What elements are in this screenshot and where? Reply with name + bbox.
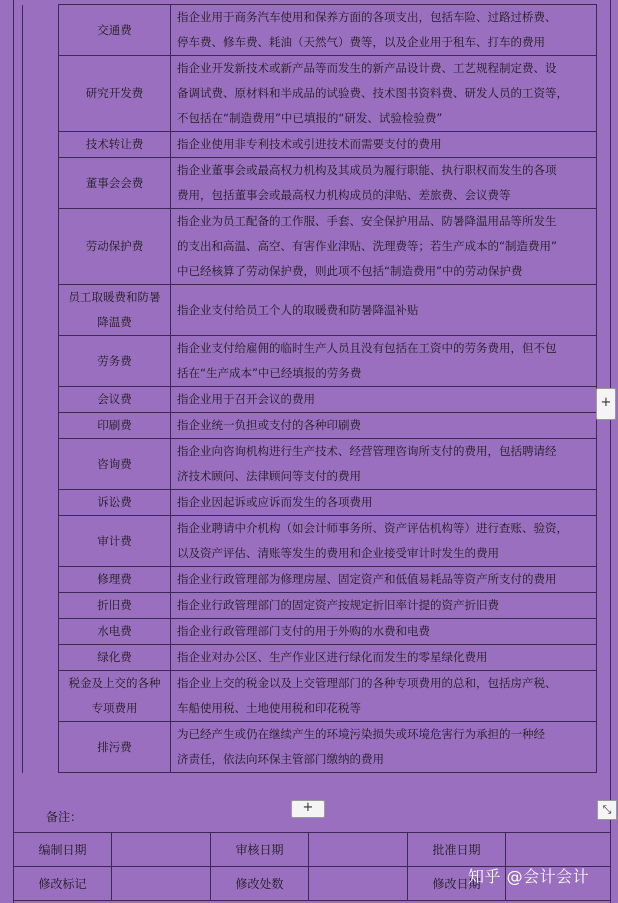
row-spacer-cell — [23, 619, 59, 645]
expense-name-cell[interactable]: 折旧费 — [59, 593, 171, 619]
table-row — [23, 567, 597, 593]
page-border-left — [13, 0, 14, 903]
row-spacer-cell — [23, 645, 59, 671]
row-spacer-cell — [23, 387, 59, 413]
expense-name-cell[interactable]: 咨询费 — [59, 439, 171, 490]
table-row — [23, 158, 597, 209]
row-spacer-cell — [23, 567, 59, 593]
description-line: 指企业聘请中介机构（如会计师事务所、资产评估机构等）进行查账、验资， — [177, 521, 568, 535]
expense-description-cell[interactable] — [171, 158, 597, 209]
compiled-date-value[interactable] — [112, 833, 211, 867]
description-line: 指企业上交的税金以及上交管理部门的各种专项费用的总和，包括房产税、 — [177, 676, 557, 690]
description-line: 指企业行政管理部为修理房屋、固定资产和低值易耗品等资产所支付的费用 — [177, 572, 557, 586]
revision-place-label: 修改处数 — [211, 867, 309, 901]
table-resize-handle[interactable]: ⤡ — [597, 800, 617, 820]
expense-name-cell[interactable]: 技术转让费 — [59, 132, 171, 158]
table-row — [23, 56, 597, 132]
description-line: 指企业对办公区、生产作业区进行绿化而发生的零星绿化费用 — [177, 650, 488, 664]
description-line: 指企业行政管理部门的固定资产按规定折旧率计提的资产折旧费 — [177, 598, 499, 612]
description-line: 指企业因起诉或应诉而发生的各项费用 — [177, 495, 373, 509]
expense-description-cell[interactable] — [171, 722, 597, 773]
description-line: 指企业使用非专利技术或引进技术而需要支付的费用 — [177, 137, 442, 151]
row-spacer-cell — [23, 671, 59, 722]
description-line: 以及资产评估、清账等发生的费用和企业接受审计时发生的费用 — [177, 546, 499, 560]
description-line: 指企业支付给雇佣的临时生产人员且没有包括在工资中的劳务费用，但不包 — [177, 341, 557, 355]
description-line: 指企业董事会或最高权力机构及其成员为履行职能、执行职权而发生的各项 — [177, 163, 557, 177]
table-row — [23, 132, 597, 158]
table-row — [23, 671, 597, 722]
description-line: 指企业向咨询机构进行生产技术、经营管理咨询所支付的费用，包括聘请经 — [177, 444, 557, 458]
description-line: 车船使用税、土地使用税和印花税等 — [177, 701, 361, 715]
row-spacer-cell — [23, 209, 59, 285]
expense-name-cell[interactable]: 印刷费 — [59, 413, 171, 439]
row-spacer-cell — [23, 158, 59, 209]
row-spacer-cell — [23, 5, 59, 56]
description-line: 指企业用于召开会议的费用 — [177, 392, 315, 406]
table-row — [23, 5, 597, 56]
expense-description-cell[interactable] — [171, 516, 597, 567]
description-line: 指企业行政管理部门支付的用于外购的水费和电费 — [177, 624, 430, 638]
expense-description-cell[interactable] — [171, 439, 597, 490]
expense-name-cell[interactable]: 劳务费 — [59, 336, 171, 387]
revision-mark-label: 修改标记 — [14, 867, 112, 901]
row-spacer-cell — [23, 56, 59, 132]
approve-date-value[interactable] — [506, 833, 611, 867]
expense-name-cell[interactable]: 水电费 — [59, 619, 171, 645]
expense-description-cell[interactable] — [171, 336, 597, 387]
description-line: 指企业统一负担或支付的各种印刷费 — [177, 418, 361, 432]
expense-description-cell[interactable] — [171, 56, 597, 132]
expense-name-cell[interactable]: 会议费 — [59, 387, 171, 413]
review-date-value[interactable] — [309, 833, 408, 867]
description-line: 为已经产生或仍在继续产生的环境污染损失或环境危害行为承担的一种经 — [177, 727, 545, 741]
table-row — [23, 387, 597, 413]
table-row — [23, 593, 597, 619]
row-spacer-cell — [23, 413, 59, 439]
page-border-right — [610, 0, 611, 903]
description-line: 指企业支付给员工个人的取暖费和防暑降温补贴 — [177, 302, 419, 317]
expense-description-cell[interactable] — [171, 132, 597, 158]
expense-description-cell[interactable] — [171, 645, 597, 671]
revision-place-value[interactable] — [309, 867, 408, 901]
description-line: 括在“生产成本”中已经填报的劳务费 — [177, 366, 362, 380]
expense-name-cell[interactable]: 研究开发费 — [59, 56, 171, 132]
description-line: 的支出和高温、高空、有害作业津贴、洗理费等；若生产成本的“制造费用” — [177, 239, 557, 253]
description-line: 指企业开发新技术或新产品等而发生的新产品设计费、工艺规程制定费、设 — [177, 61, 557, 75]
table-row — [23, 516, 597, 567]
description-line: 指企业为员工配备的工作服、手套、安全保护用品、防暑降温用品等所发生 — [177, 214, 557, 228]
description-line: 停车费、修车费、耗油（天然气）费等，以及企业用于租车、打车的费用 — [177, 35, 545, 49]
expense-name-cell[interactable]: 修理费 — [59, 567, 171, 593]
row-spacer-cell — [23, 593, 59, 619]
expense-table — [22, 4, 597, 773]
table-row — [23, 413, 597, 439]
table-row — [23, 285, 597, 336]
row-spacer-cell — [23, 722, 59, 773]
table-row — [23, 336, 597, 387]
expense-description-cell[interactable] — [171, 490, 597, 516]
row-spacer-cell — [23, 132, 59, 158]
revision-mark-value[interactable] — [112, 867, 211, 901]
expense-name-cell[interactable]: 绿化费 — [59, 645, 171, 671]
table-row — [23, 490, 597, 516]
add-row-button[interactable]: + — [291, 800, 325, 818]
expense-name-cell[interactable]: 交通费 — [59, 5, 171, 56]
watermark: 知乎 @会计会计 — [468, 867, 590, 886]
table-row — [23, 645, 597, 671]
expense-name-cell[interactable]: 审计费 — [59, 516, 171, 567]
expense-name-cell[interactable]: 税金及上交的各种专项费用 — [59, 671, 171, 722]
row-spacer-cell — [23, 439, 59, 490]
description-line: 费用，包括董事会或最高权力机构成员的津贴、差旅费、会议费等 — [177, 188, 511, 202]
description-line: 济技术顾问、法律顾问等支付的费用 — [177, 469, 361, 483]
expense-name-cell[interactable]: 排污费 — [59, 722, 171, 773]
description-line: 备调试费、原材料和半成品的试验费、技术图书资料费、研发人员的工资等， — [177, 86, 568, 100]
table-row — [23, 619, 597, 645]
row-spacer-cell — [23, 336, 59, 387]
remark-label: 备注： — [46, 810, 83, 824]
expense-description-cell[interactable] — [171, 209, 597, 285]
description-line: 中已经核算了劳动保护费，则此项不包括“制造费用”中的劳动保护费 — [177, 264, 523, 278]
expense-description-cell[interactable] — [171, 619, 597, 645]
row-spacer-cell — [23, 516, 59, 567]
expense-name-cell[interactable]: 诉讼费 — [59, 490, 171, 516]
expense-description-cell[interactable] — [171, 567, 597, 593]
description-line: 济责任，依法向环保主管部门缴纳的费用 — [177, 752, 384, 766]
description-line: 指企业用于商务汽车使用和保养方面的各项支出，包括车险、过路过桥费、 — [177, 10, 557, 24]
add-column-button[interactable]: + — [596, 388, 616, 420]
revision-date-label: 修改日期 — [408, 867, 506, 901]
review-date-label: 审核日期 — [211, 833, 309, 867]
expense-description-cell[interactable] — [171, 5, 597, 56]
expense-name-cell[interactable]: 董事会会费 — [59, 158, 171, 209]
compiled-date-label: 编制日期 — [14, 833, 112, 867]
expense-description-cell[interactable] — [171, 593, 597, 619]
table-row — [23, 439, 597, 490]
table-row — [23, 209, 597, 285]
expense-name-cell[interactable]: 员工取暖费和防暑降温费 — [59, 285, 171, 336]
row-spacer-cell — [23, 285, 59, 336]
approve-date-label: 批准日期 — [408, 833, 506, 867]
expense-description-cell[interactable] — [171, 671, 597, 722]
row-spacer-cell — [23, 490, 59, 516]
description-line: 不包括在“制造费用”中已填报的“研发、试验检验费” — [177, 111, 443, 125]
expense-description-cell[interactable] — [171, 285, 597, 336]
expense-description-cell[interactable] — [171, 387, 597, 413]
table-row — [23, 722, 597, 773]
expense-name-cell[interactable]: 劳动保护费 — [59, 209, 171, 285]
expense-description-cell[interactable] — [171, 413, 597, 439]
